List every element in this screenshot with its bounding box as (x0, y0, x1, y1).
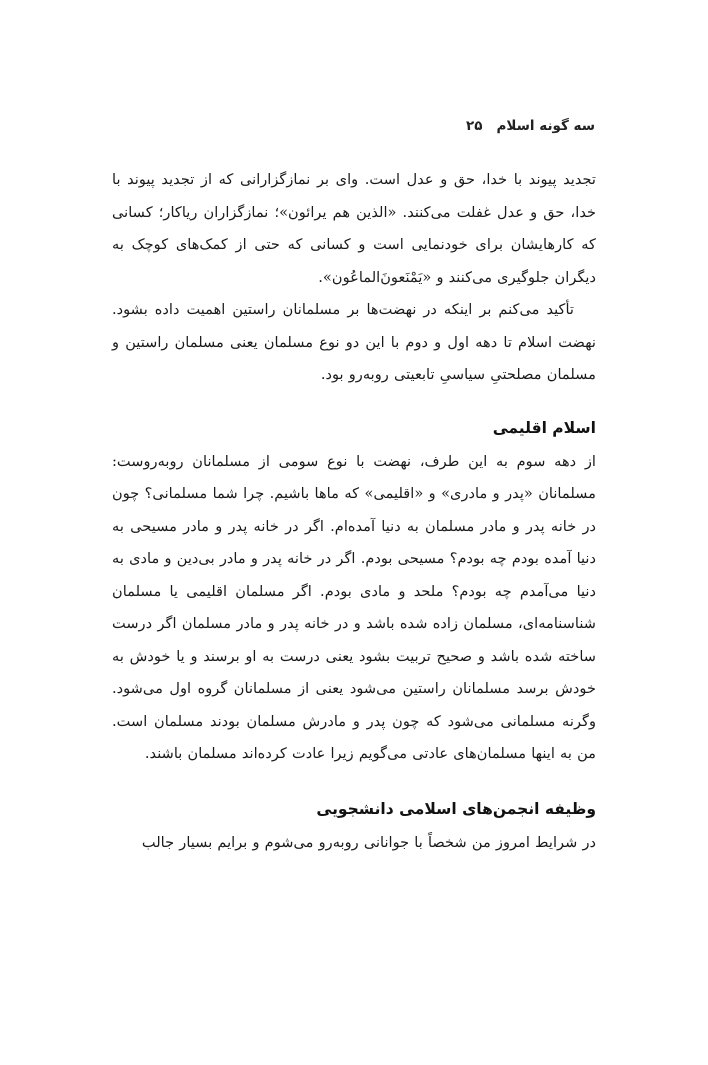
paragraph-2: تأکید می‌کنم بر اینکه در نهضت‌ها بر مسلمانان راستین اهمیت داده بشود. نهضت اسلام تا دهه اول و دوم با این دو نوع مسلمان یعنی مسلمان راستین و مسلمان مصلحتیِ سیاسیِ تابعیتی روبه‌رو بود. (112, 301, 596, 383)
section-heading-regional-islam: اسلام اقلیمی (492, 418, 596, 437)
running-header (466, 118, 595, 134)
paragraph-1: تجدید پیوند با خدا، حق و عدل است. وای بر نمازگزارانی که از تجدید پیوند با خدا، حق و عدل غفلت می‌کنند. «الذین هم یرائون»؛ نمازگزاران ریاکار؛ کسانی که کارهایشان برای خودنمایی است و کسانی که حتی از کمک‌های کوچک به دیگران جلوگیری می‌کنند و «یَمْنَعونَ‌الماعُون». (112, 171, 596, 286)
body-text (112, 164, 596, 859)
paragraph-4: در شرایط امروز من شخصاً با جوانانی روبه‌رو می‌شوم و برایم بسیار جالب (141, 833, 596, 851)
section-heading-student-associations: وظیفه انجمن‌های اسلامی دانشجویی (316, 799, 596, 818)
page-number: ۲۵ (466, 118, 483, 134)
running-title: سه گونه اسلام (496, 118, 595, 134)
paragraph-3: از دهه سوم به این طرف، نهضت با نوع سومی از مسلمانان روبه‌روست: مسلمانان «پدر و مادری» و «اقلیمی» که ماها باشیم. چرا شما مسلمانی؟ چون در خانه پدر و مادر مسلمان به دنیا آمده‌ام. اگر در خانه پدر و مادر مسیحی به دنیا آمده بودم چه بودم؟ مسیحی بودم. اگر در خانه پدر و مادر بی‌دین و مادی به دنیا می‌آمدم چه بودم؟ ملحد و مادی بودم. اگر مسلمان اقلیمی یا مسلمان شناسنامه‌ای، مسلمان زاده شده باشد و در خانه پدر و مادر مسلمان اگر درست ساخته شده باشد و صحیح تربیت بشود یعنی درست به او برسند و یا خودش به خودش برسد مسلمانان راستین می‌شود یعنی از مسلمانان گروه اول می‌شود. وگرنه مسلمانی می‌شود که چون پدر و مادرش مسلمان بودند مسلمان است. من به اینها مسلمان‌های عادتی می‌گویم زیرا عادت کرده‌اند مسلمان باشند. (112, 452, 596, 762)
